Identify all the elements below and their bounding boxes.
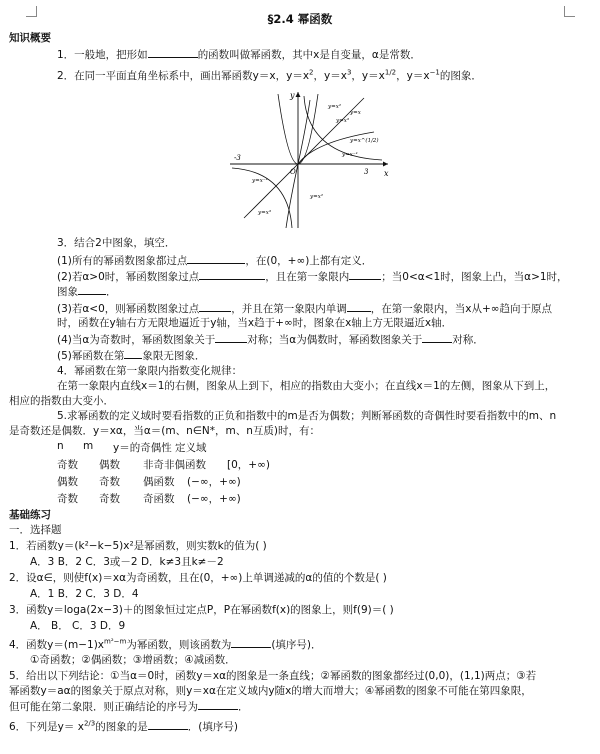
curve-label-x-cubed: y=x³ <box>336 118 350 124</box>
curve-y-sqrt-x <box>298 132 374 164</box>
fill-in-2-blank-3 <box>78 284 106 295</box>
curve-label-inverse-left: y=x⁻¹ <box>252 178 268 184</box>
fill-in-5 <box>57 348 205 363</box>
curve-label-inverse-right: y=x⁻¹ <box>342 152 358 158</box>
p2-text-start: 2．在同一平面直角坐标系中，画出幂函数y＝x，y＝x <box>57 70 310 82</box>
fill-in-2-text-c: ；当0<α<1时，图象上凸，当α>1时， <box>381 271 568 283</box>
question-2: 2．设α∈，则使f(x)＝xα为奇函数，且在(0，+∞)上单调递减的α的值的个数是( ) <box>9 572 387 584</box>
p1-text-end: 的函数叫做幂函数，其中x是自变量，α是常数． <box>197 49 421 61</box>
p1-blank <box>148 47 198 58</box>
paragraph-4-heading: 4．幂函数在第一象限内指数变化规律： <box>57 365 243 377</box>
fill-in-5-blank <box>124 348 142 359</box>
fill-in-3-blank-1 <box>199 301 231 312</box>
p2-exponent-3: 3 <box>346 68 352 77</box>
fill-in-5-text-a: (5)幂函数在第 <box>57 350 125 362</box>
page-title: §2.4 幂函数 <box>267 12 333 26</box>
table-cell: 奇数 <box>57 493 78 505</box>
subheading-choice: 一．选择题 <box>9 524 62 536</box>
table-cell: 奇数 <box>99 476 120 488</box>
question-4-options: ①奇函数；②偶函数；③增函数；④减函数． <box>30 654 236 666</box>
question-6-exponent: 2/3 <box>83 719 96 728</box>
fill-in-1 <box>57 253 372 268</box>
question-4-text-c: (填序号)． <box>271 639 322 651</box>
question-5-text-a: 但可能在第二象限．则正确结论的序号为 <box>9 701 198 713</box>
table-cell: (−∞，+∞) <box>187 476 241 488</box>
curve-label-x: y=x <box>350 110 361 116</box>
tick-label-neg3: -3 <box>234 154 241 162</box>
p1-text-start: 1．一般地，把形如 <box>57 49 148 61</box>
question-4-text-b: 为幂函数，则该函数为 <box>126 639 232 651</box>
fill-in-2-text-e: ． <box>106 286 117 298</box>
fill-in-4-blank-2 <box>422 332 452 343</box>
question-6-text-b: 的图象的是 <box>95 721 148 733</box>
question-5-line-2: 幂函数y＝aα的图象关于原点对称，则y＝xα在定义域内y随x的增大而增大；④幂函数的图象不可能在第四象限， <box>9 685 532 697</box>
question-6-text-a: 6．下列是y＝ x <box>9 721 84 733</box>
paragraph-5-line-2: 是奇数还是偶数．y＝xα，当α＝(m、n∈N*，m、n互质)时，有： <box>9 425 320 437</box>
question-5-blank <box>198 699 238 710</box>
table-header-m: m <box>83 440 94 452</box>
table-cell: (−∞，+∞) <box>187 493 241 505</box>
paragraph-3-heading: 3．结合2中图象，填空． <box>57 237 176 249</box>
x-axis-label: x <box>384 169 389 178</box>
question-5-text-b: ． <box>238 701 249 713</box>
question-5-line-1: 5．给出以下列结论：①当α＝0时，函数y＝xα的图象是一条直线；②幂函数的图象都经过(0,0)，(1,1)两点；③若 <box>9 670 537 682</box>
question-3-options: A． B． C．3 D．9 <box>30 620 126 632</box>
curve-label-x-squared: y=x² <box>328 104 342 110</box>
question-4-exponent: m²−m <box>104 637 127 646</box>
p2-exponent-half: 1/2 <box>384 68 397 77</box>
table-header-parity-domain: y＝的奇偶性 定义域 <box>113 442 207 454</box>
curve-label-x-squared-lower: y=x² <box>310 194 324 200</box>
fill-in-1-blank <box>187 253 245 264</box>
table-header-n: n <box>57 440 64 452</box>
fill-in-2-blank-2 <box>349 269 381 280</box>
curve-label-x-cubed-left: y=x³ <box>258 210 272 216</box>
fill-in-4-blank-1 <box>215 332 247 343</box>
fill-in-3-text-b: ，并且在第一象限内单调 <box>231 303 347 315</box>
question-5-line-3 <box>9 699 249 714</box>
fill-in-2-cont <box>57 284 117 299</box>
fill-in-2-text-d: 图象 <box>57 286 78 298</box>
question-6 <box>9 719 238 734</box>
p2-exponent-2: 2 <box>309 68 314 77</box>
p2-text-mid: ，y＝x <box>313 70 347 82</box>
table-cell: 偶函数 <box>143 476 175 488</box>
question-1-options: A．3 B．2 C．3或－2 D．k≠3且k≠－2 <box>30 556 224 568</box>
tick-label-3: 3 <box>364 168 369 176</box>
fill-in-4-text-b: 对称；当α为偶数时，幂函数图象关于 <box>247 334 423 346</box>
table-cell: 奇数 <box>57 459 78 471</box>
question-3: 3．函数y＝loga(2x−3)＋的图象恒过定点P，P在幂函数f(x)的图象上，则f(9)＝( ) <box>9 604 394 616</box>
fill-in-4 <box>57 332 484 347</box>
question-2-options: A．1 B．2 C．3 D．4 <box>30 588 139 600</box>
fill-in-2-blank-1 <box>199 269 265 280</box>
curve-label-sqrt-x: y=x^(1/2) <box>350 138 379 144</box>
p2-text-tail: 的图象． <box>439 70 482 82</box>
question-6-text-c: ．(填序号) <box>187 721 238 733</box>
table-cell: 非奇非偶函数 <box>143 459 206 471</box>
fill-in-5-text-b: 象限无图象． <box>142 350 206 362</box>
paragraph-1 <box>57 47 421 62</box>
y-axis-label: y <box>290 91 295 100</box>
paragraph-4-line-1: 在第一象限内直线x＝1的右侧，图象从上到下，相应的指数由大变小；在直线x＝1的左侧，图象从下到上， <box>57 380 556 392</box>
fill-in-1-text-b: ，在(0，+∞)上都有定义． <box>245 255 373 267</box>
power-function-graph <box>224 88 394 230</box>
x-axis-arrow-icon <box>383 162 388 167</box>
table-cell: 奇数 <box>99 493 120 505</box>
fill-in-2-text-a: (2)若α>0时，幂函数图象过点 <box>57 271 200 283</box>
paragraph-2 <box>57 69 482 83</box>
section-heading-practice: 基础练习 <box>9 509 51 521</box>
p2-text-end: ，y＝x <box>396 70 430 82</box>
curve-y-inverse-left <box>232 168 292 228</box>
table-cell: 偶数 <box>57 476 78 488</box>
fill-in-4-text-c: 对称． <box>452 334 484 346</box>
fill-in-3-blank-2 <box>347 301 371 312</box>
table-cell: 偶数 <box>99 459 120 471</box>
table-cell: 奇函数 <box>143 493 175 505</box>
fill-in-3-cont: 时，函数在y轴右方无限地逼近于y轴，当x趋于+∞时，图象在x轴上方无限逼近x轴． <box>57 317 453 329</box>
question-1: 1．若函数y＝(k²−k−5)x²是幂函数，则实数k的值为( ) <box>9 540 267 552</box>
question-4-text-a: 4．函数y＝(m−1)x <box>9 639 105 651</box>
section-heading-overview: 知识概要 <box>9 32 51 44</box>
question-6-blank <box>148 719 188 730</box>
fill-in-3-text-a: (3)若α<0，则幂函数图象过点 <box>57 303 200 315</box>
paragraph-4-line-2: 相应的指数由大变小． <box>9 395 114 407</box>
fill-in-4-text-a: (4)当α为奇数时，幂函数图象关于 <box>57 334 216 346</box>
origin-label: O <box>290 168 296 176</box>
fill-in-3 <box>57 301 552 316</box>
paragraph-5-line-1: 5.求幂函数的定义域时要看指数的正负和指数中的m是否为偶数；判断幂函数的奇偶性时要看指数中的m、n <box>57 410 557 422</box>
fill-in-2-text-b: ，且在第一象限内 <box>265 271 350 283</box>
table-cell: [0，+∞) <box>227 459 270 471</box>
question-4 <box>9 637 322 652</box>
y-axis-arrow-icon <box>296 92 301 97</box>
fill-in-3-text-c: ，在第一象限内，当x从+∞趋向于原点 <box>370 303 553 315</box>
p2-text-mid-2: ，y＝x <box>351 70 385 82</box>
question-4-blank <box>231 637 271 648</box>
fill-in-2 <box>57 269 568 284</box>
curve-y-inverse-right <box>304 96 382 160</box>
fill-in-1-text-a: (1)所有的幂函数图象都过点 <box>57 255 188 267</box>
p2-exponent-neg1: −1 <box>429 68 440 77</box>
